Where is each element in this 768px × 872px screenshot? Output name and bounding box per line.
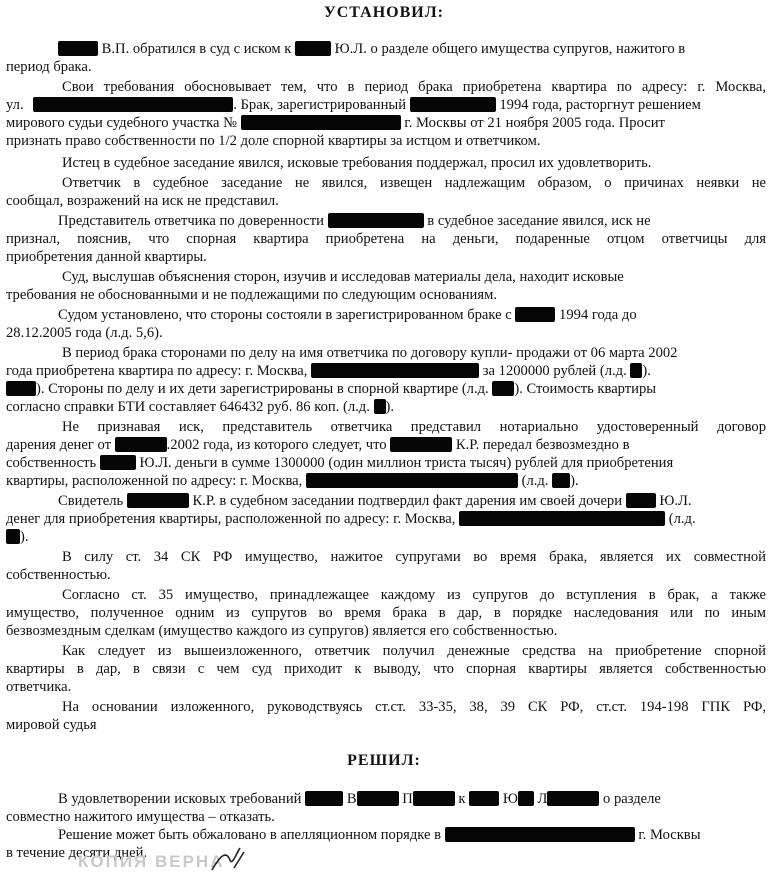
- redaction: [100, 455, 136, 470]
- text-line: ). Стороны по делу и их дети зарегистрированы в спорной квартире (л.д. ). Стоимость квартиры: [6, 380, 766, 398]
- text-line: приобретения данной квартиры.: [6, 249, 207, 265]
- text-line: согласно справки БТИ составляет 646432 руб. 86 коп. (л.д. ).: [6, 399, 395, 415]
- redaction: [630, 363, 642, 378]
- redaction: [445, 827, 635, 842]
- text-line: На основании изложенного, руководствуясь ст.ст. 33-35, 38, 39 СК РФ, ст.ст. 194-198 ГПК РФ,: [62, 699, 766, 715]
- text-line: дарения денег от .2002 года, из которого следует, что К.Р. передал безвозмездно в: [6, 437, 630, 453]
- redaction: [6, 529, 20, 544]
- redaction: [127, 493, 189, 508]
- text-line: квартиры, расположенной по адресу: г. Москва, (л.д. ).: [6, 473, 579, 489]
- text-line: квартиры в дар, в связи с чем суд приходит к выводу, что спорная квартиры является собственностью: [6, 661, 766, 677]
- text-line: период брака.: [6, 59, 92, 75]
- redaction: [469, 791, 499, 806]
- text-line: имущество, полученное одним из супругов во время брака в дар, в порядке наследования или по иным: [6, 605, 766, 621]
- text-line: безвозмездным сделкам (имущество каждого из супругов) является его собственностью.: [6, 623, 558, 639]
- text-line: ответчика.: [6, 679, 72, 695]
- text-line: в течение десяти дней.: [6, 845, 148, 861]
- text-line: В.П. обратился в суд с иском к Ю.Л. о разделе общего имущества супругов, нажитого в: [6, 40, 766, 58]
- text-line: В силу ст. 34 СК РФ имущество, нажитое супругами во время брака, является их совместной: [62, 549, 766, 565]
- redaction: [328, 213, 424, 228]
- text-line: Согласно ст. 35 имущество, принадлежащее каждому из супругов до вступления в брак, а также: [62, 587, 766, 603]
- text-line: ).: [6, 528, 766, 546]
- text-line: В удовлетворении исковых требований В П к Ю Л о разделе: [58, 791, 661, 807]
- text-line: года приобретена квартира по адресу: г. Москва, за 1200000 рублей (л.д. ).: [6, 363, 651, 379]
- signature-mark: [210, 846, 250, 872]
- text-line: Суд, выслушав объяснения сторон, изучив и исследовав материалы дела, находит исковые: [62, 269, 624, 285]
- redaction: [6, 381, 36, 396]
- text-line: ул. . Брак, зарегистрированный 1994 года, расторгнут решением: [6, 97, 701, 113]
- text-line: Ответчик в судебное заседание не явился, извещен надлежащим образом, о причинах неявки не: [62, 175, 766, 191]
- redaction: [241, 115, 401, 130]
- text-line: денег для приобретения квартиры, расположенной по адресу: г. Москва, (л.д.: [6, 511, 696, 527]
- redaction: [390, 437, 452, 452]
- heading-decided: РЕШИЛ:: [347, 752, 421, 769]
- copy-stamp: КОПИЯ ВЕРНА: [78, 852, 225, 871]
- redaction: [33, 97, 233, 112]
- text-line: Судом установлено, что стороны состояли в зарегистрированном браке с 1994 года до: [58, 307, 637, 323]
- text-line: признал, пояснив, что спорная квартира приобретена на деньги, подаренные отцом ответчицы для: [6, 231, 766, 247]
- redaction: [552, 473, 570, 488]
- redaction: [295, 41, 331, 56]
- text-line: Представитель ответчика по доверенности в судебное заседание явился, иск не: [58, 213, 651, 229]
- text-line: Свои требования обосновывает тем, что в период брака приобретена квартира по адресу: г. Москва,: [62, 79, 766, 95]
- heading-established: УСТАНОВИЛ:: [324, 4, 444, 21]
- redaction: [311, 363, 479, 378]
- redaction: [547, 791, 599, 806]
- text-line: 28.12.2005 года (л.д. 5,6).: [6, 325, 163, 341]
- text-line: Решение может быть обжаловано в апелляционном порядке в г. Москвы: [58, 827, 701, 843]
- redaction: [626, 493, 656, 508]
- redaction: [518, 791, 534, 806]
- text-line: мирового судьи судебного участка № г. Москвы от 21 ноября 2005 года. Просит: [6, 115, 665, 131]
- redaction: [305, 791, 343, 806]
- redaction: [410, 97, 496, 112]
- text-line: Как следует из вышеизложенного, ответчик получил денежные средства на приобретение спорной: [62, 643, 766, 659]
- text-line: Не признавая иск, представитель ответчика представил нотариально удостоверенный договор: [62, 419, 766, 435]
- redaction: [115, 437, 167, 452]
- redaction: [492, 381, 514, 396]
- redaction: [374, 399, 386, 414]
- text-line: требования не обоснованными и не подлежащими по следующим основаниям.: [6, 287, 497, 303]
- text-line: собственность Ю.Л. деньги в сумме 1300000 (один миллион триста тысяч) рублей для приобретения: [6, 455, 674, 471]
- redaction: [515, 307, 555, 322]
- text-line: признать право собственности по 1/2 доле спорной квартиры за истцом и ответчиком.: [6, 133, 541, 149]
- redaction: [306, 473, 518, 488]
- text-line: сообщал, возражений на иск не представил.: [6, 193, 279, 209]
- redaction: [58, 41, 98, 56]
- redaction: [459, 511, 665, 526]
- text-line: Свидетель К.Р. в судебном заседании подтвердил факт дарения им своей дочери Ю.Л.: [58, 493, 692, 509]
- text-line: Истец в судебное заседание явился, исковые требования поддержал, просил их удовлетворить.: [62, 155, 652, 171]
- text-line: В период брака сторонами по делу на имя ответчика по договору купли- продажи от 06 марта 2002: [62, 345, 678, 361]
- redaction: [413, 791, 455, 806]
- text-line: совместно нажитого имущества – отказать.: [6, 809, 275, 825]
- redaction: [357, 791, 399, 806]
- text-line: собственностью.: [6, 567, 111, 583]
- text-line: мировой судья: [6, 717, 97, 733]
